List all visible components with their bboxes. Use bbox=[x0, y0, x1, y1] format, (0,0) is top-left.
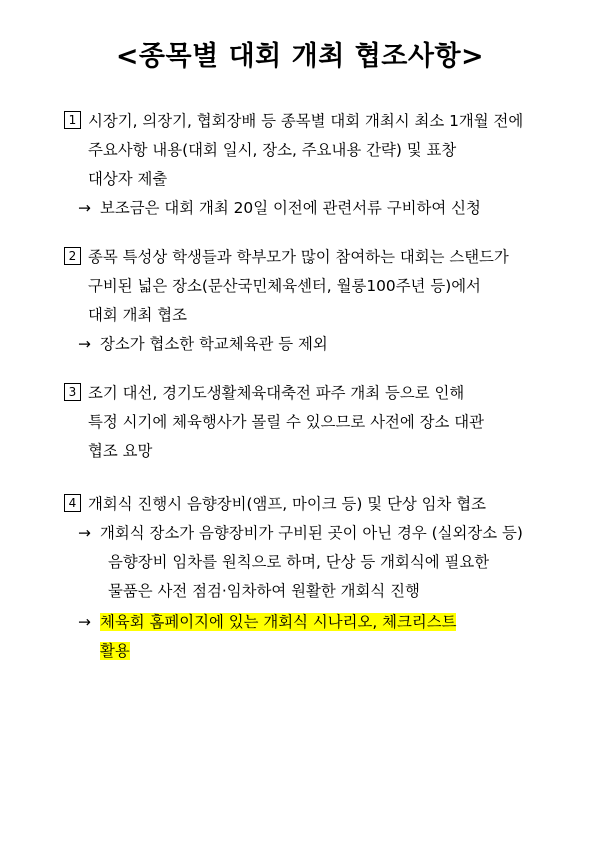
section-4-text-1: 개회식 진행시 음향장비(앰프, 마이크 등) 및 단상 임차 협조 bbox=[88, 495, 486, 513]
section-2-line-3: 대회 개최 협조 bbox=[88, 306, 187, 324]
highlighted-text-1: 체육회 홈페이지에 있는 개회식 시나리오, 체크리스트 bbox=[100, 613, 457, 631]
section-1-arrow-text-1: 보조금은 대회 개최 20일 이전에 관련서류 구비하여 신청 bbox=[100, 199, 481, 217]
section-2-text-1: 종목 특성상 학생들과 학부모가 많이 참여하는 대회는 스탠드가 bbox=[88, 248, 509, 266]
section-1-line-3: 대상자 제출 bbox=[88, 170, 168, 188]
section-4-arrow-text-1: 개회식 장소가 음향장비가 구비된 곳이 아닌 경우 (실외장소 등) bbox=[100, 524, 523, 542]
section-3-line-3: 협조 요망 bbox=[88, 442, 153, 460]
section-2 bbox=[64, 243, 564, 359]
arrow-icon: → bbox=[78, 199, 91, 217]
section-2-line-1 bbox=[64, 243, 564, 272]
section-4-arrow-line-5 bbox=[64, 637, 564, 666]
section-4-arrow-line-2: 음향장비 임차를 원칙으로 하며, 단상 등 개회식에 필요한 bbox=[108, 553, 490, 571]
section-2-arrow-text-1: 장소가 협소한 학교체육관 등 제외 bbox=[100, 335, 328, 353]
arrow-icon: → bbox=[78, 524, 91, 542]
arrow-icon: → bbox=[78, 613, 91, 631]
section-1-number-box: 1 bbox=[64, 111, 81, 129]
section-1-arrow-line-1 bbox=[64, 194, 564, 223]
section-4-number-box: 4 bbox=[64, 494, 81, 512]
section-3-number-box: 3 bbox=[64, 383, 81, 401]
section-4-arrow-line-1 bbox=[64, 519, 564, 548]
section-1-line-1 bbox=[64, 107, 564, 136]
section-2-number-box: 2 bbox=[64, 247, 81, 265]
section-1-text-1: 시장기, 의장기, 협회장배 등 종목별 대회 개최시 최소 1개월 전에 bbox=[88, 112, 524, 130]
section-3-text-1: 조기 대선, 경기도생활체육대축전 파주 개최 등으로 인해 bbox=[88, 384, 465, 402]
section-4-line-1 bbox=[64, 490, 564, 519]
section-4 bbox=[64, 490, 564, 666]
section-3 bbox=[64, 379, 564, 466]
section-3-line-2: 특정 시기에 체육행사가 몰릴 수 있으므로 사전에 장소 대관 bbox=[88, 413, 484, 431]
section-3-line-1 bbox=[64, 379, 564, 408]
section-4-arrow-line-3: 물품은 사전 점검·임차하여 원활한 개회식 진행 bbox=[108, 582, 420, 600]
page-title: <종목별 대회 개최 협조사항> bbox=[115, 41, 485, 72]
section-2-line-2: 구비된 넓은 장소(문산국민체육센터, 월롱100주년 등)에서 bbox=[88, 277, 481, 295]
highlighted-text-2: 활용 bbox=[100, 642, 130, 660]
section-1 bbox=[64, 107, 564, 223]
section-4-arrow-line-4 bbox=[64, 608, 564, 637]
section-2-arrow-line-1 bbox=[64, 330, 564, 359]
arrow-icon: → bbox=[78, 335, 91, 353]
section-1-line-2: 주요사항 내용(대회 일시, 장소, 주요내용 간략) 및 표창 bbox=[88, 141, 457, 159]
